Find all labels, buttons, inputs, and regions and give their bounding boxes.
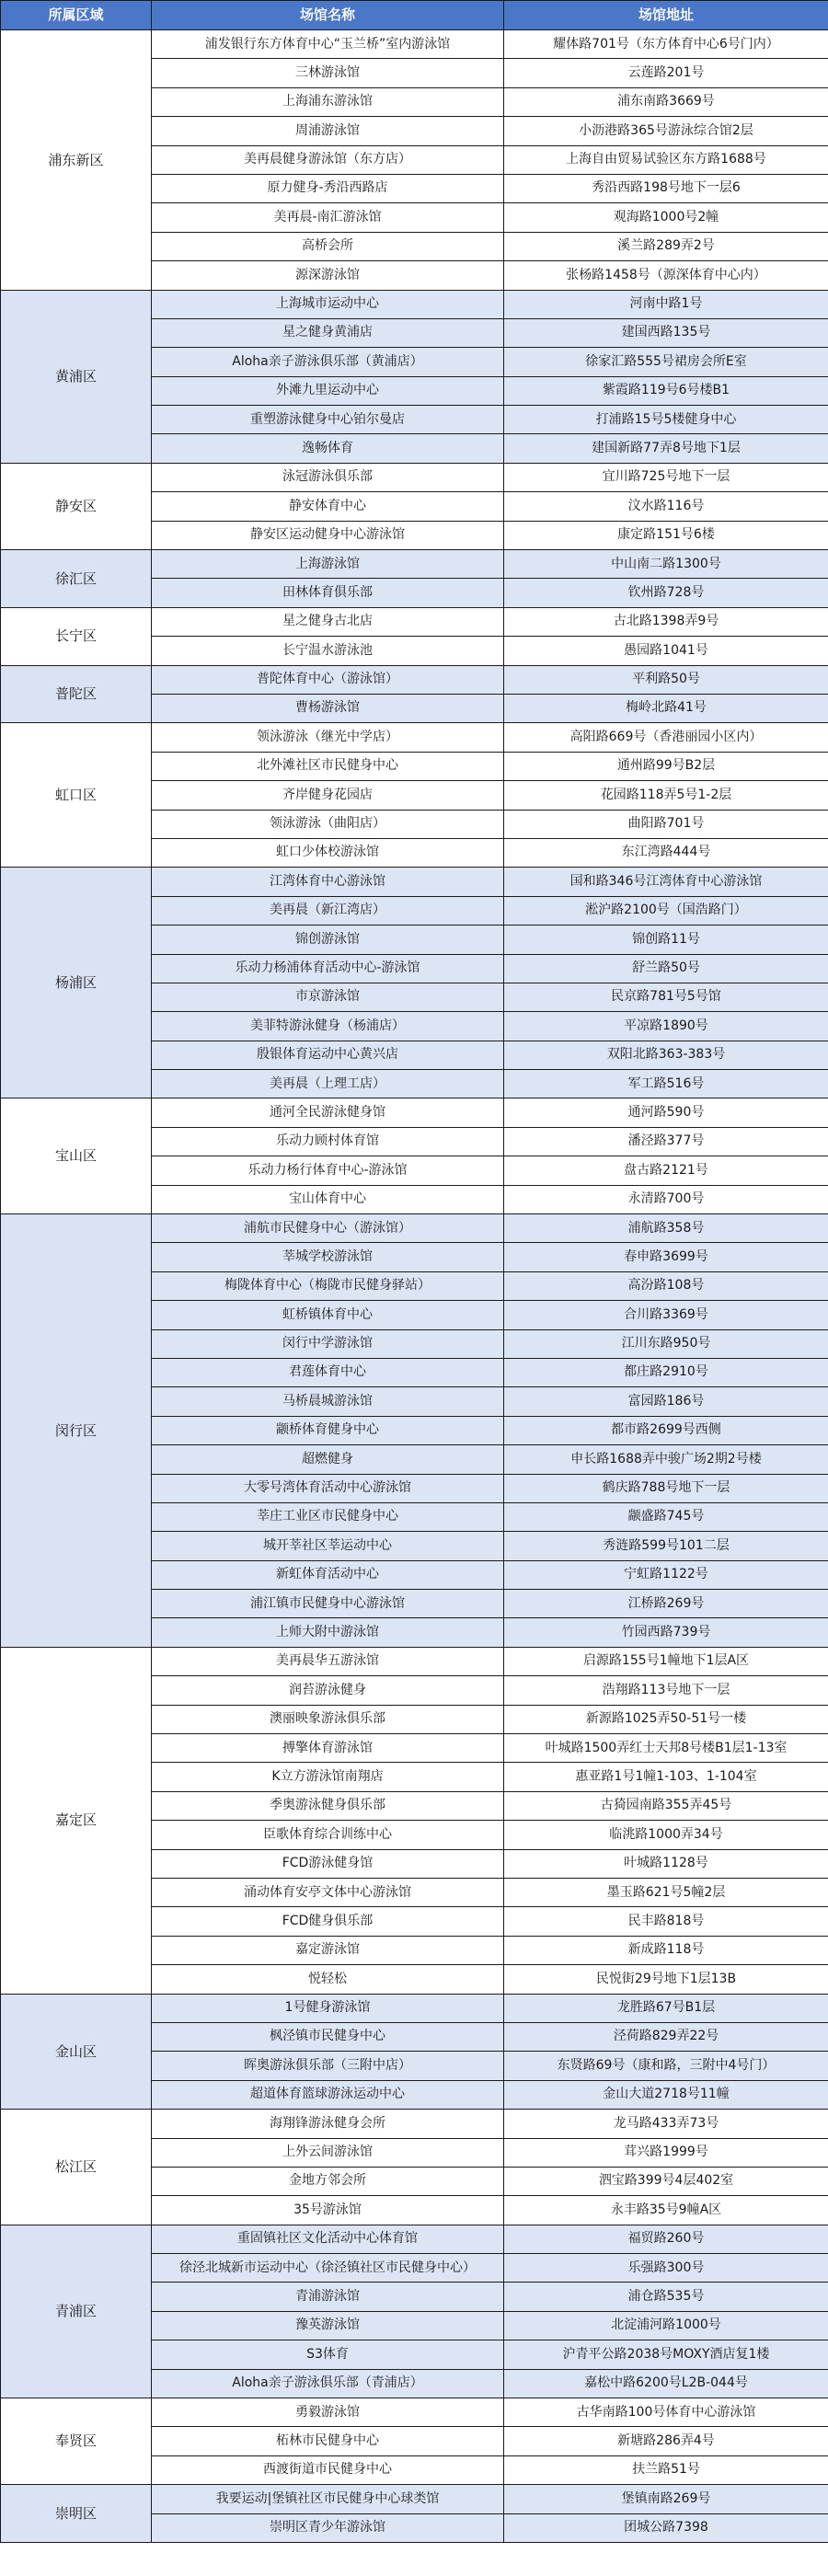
venue-name-cell: 江湾体育中心游泳馆: [152, 868, 504, 896]
venue-name-cell: 虹桥镇体育中心: [152, 1301, 504, 1329]
venue-address-cell: 泾荷路829弄22号: [504, 2022, 828, 2051]
venue-name-cell: 星之健身古北店: [152, 607, 504, 636]
venue-name-cell: 原力健身-秀沿西路店: [152, 174, 504, 202]
venue-address-cell: 耀体路701号（东方体育中心6号门内）: [504, 30, 828, 59]
venue-name-cell: 1号健身游泳馆: [152, 1994, 504, 2022]
table-row: [1, 290, 828, 318]
district-cell: 杨浦区: [1, 868, 152, 1098]
venue-address-cell: 打浦路15号5楼健身中心: [504, 406, 828, 434]
venue-address-cell: 紫霞路119号6号楼B1: [504, 376, 828, 405]
venue-name-cell: 长宁温水游泳池: [152, 637, 504, 665]
venue-name-cell: 超燃健身: [152, 1445, 504, 1474]
venue-name-cell: 源深游泳馆: [152, 261, 504, 290]
venue-name-cell: S3体育: [152, 2340, 504, 2369]
venue-address-cell: 合川路3369号: [504, 1301, 828, 1329]
venue-address-cell: 启源路155号1幢地下1层A区: [504, 1647, 828, 1675]
venue-name-cell: 逸畅体育: [152, 434, 504, 463]
venue-name-cell: 北外滩社区市民健身中心: [152, 752, 504, 780]
venue-address-cell: 中山南二路1300号: [504, 550, 828, 579]
header-row: [1, 1, 828, 30]
venue-name-cell: 大零号湾体育活动中心游泳馆: [152, 1474, 504, 1502]
venue-address-cell: 观海路1000号2幢: [504, 203, 828, 232]
table-row: [1, 607, 828, 636]
venue-address-cell: 国和路346号江湾体育中心游泳馆: [504, 868, 828, 896]
venue-name-cell: 马桥晨城游泳馆: [152, 1387, 504, 1416]
venue-name-cell: 青浦游泳馆: [152, 2283, 504, 2311]
venue-address-cell: 潘泾路377号: [504, 1127, 828, 1156]
venue-address-cell: 墨玉路621号5幢2层: [504, 1879, 828, 1907]
venue-name-cell: 美再晨华五游泳馆: [152, 1647, 504, 1675]
venue-name-cell: 我要运动|堡镇社区市民健身中心球类馆: [152, 2485, 504, 2513]
venue-address-cell: 茸兴路1999号: [504, 2138, 828, 2167]
venue-address-cell: 双阳北路363-383号: [504, 1041, 828, 1069]
venue-name-cell: FCD健身俱乐部: [152, 1907, 504, 1936]
venue-name-cell: 普陀体育中心（游泳馆）: [152, 665, 504, 694]
venue-address-cell: 永丰路35号9幢A区: [504, 2196, 828, 2225]
venue-address-cell: 江川东路950号: [504, 1329, 828, 1358]
venue-address-cell: 愚园路1041号: [504, 637, 828, 665]
venue-name-cell: 上海游泳馆: [152, 550, 504, 579]
venue-address-cell: 高阳路669号（香港丽园小区内）: [504, 723, 828, 752]
venue-name-cell: 泳冠游泳俱乐部: [152, 463, 504, 491]
venue-name-cell: 豫英游泳馆: [152, 2311, 504, 2340]
table-row: [1, 1994, 828, 2022]
venue-name-cell: FCD游泳健身馆: [152, 1849, 504, 1878]
venue-name-cell: 上外云间游泳馆: [152, 2138, 504, 2167]
venue-address-cell: 秀涟路599号101二层: [504, 1532, 828, 1560]
venue-address-cell: 东贤路69号（康和路，三附中4号门）: [504, 2052, 828, 2080]
district-cell: 静安区: [1, 463, 152, 549]
venue-name-cell: 悦轻松: [152, 1965, 504, 1994]
table-row: [1, 1098, 828, 1127]
venue-name-cell: 星之健身黄浦店: [152, 318, 504, 347]
district-cell: 松江区: [1, 2110, 152, 2225]
table-row: [1, 2398, 828, 2427]
venue-address-cell: 叶城路1128号: [504, 1849, 828, 1878]
venue-address-cell: 古华南路100号体育中心游泳馆: [504, 2398, 828, 2427]
venue-address-cell: 北淀浦河路1000号: [504, 2311, 828, 2340]
venue-name-cell: 搏擎体育游泳馆: [152, 1734, 504, 1763]
header-venue-address: 场馆地址: [504, 1, 828, 30]
district-cell: 宝山区: [1, 1098, 152, 1214]
venue-address-cell: 团城公路7398: [504, 2513, 828, 2542]
venue-name-cell: 梅陇体育中心（梅陇市民健身驿站）: [152, 1271, 504, 1300]
venue-name-cell: 枫泾镇市民健身中心: [152, 2022, 504, 2051]
venue-address-cell: 富园路186号: [504, 1387, 828, 1416]
venue-address-cell: 新源路1025弄50-51号一楼: [504, 1705, 828, 1733]
venue-address-cell: 河南中路1号: [504, 290, 828, 318]
venue-address-cell: 嘉松中路6200号L2B-044号: [504, 2369, 828, 2398]
venue-name-cell: 乐动力杨浦体育活动中心-游泳馆: [152, 954, 504, 983]
district-cell: 青浦区: [1, 2225, 152, 2398]
district-cell: 长宁区: [1, 607, 152, 665]
venue-name-cell: 外滩九里运动中心: [152, 376, 504, 405]
venue-address-cell: 汶水路116号: [504, 492, 828, 521]
header-venue-name: 场馆名称: [152, 1, 504, 30]
venue-name-cell: 嘉定游泳馆: [152, 1936, 504, 1964]
venue-name-cell: 领泳游泳（继光中学店）: [152, 723, 504, 752]
venue-address-cell: 东江湾路444号: [504, 838, 828, 867]
venue-address-cell: 盘古路2121号: [504, 1156, 828, 1185]
table-body: [1, 30, 828, 2543]
venue-address-cell: 颛盛路745号: [504, 1502, 828, 1531]
venue-address-cell: 康定路151号6楼: [504, 521, 828, 549]
venue-name-cell: 颛桥体育健身中心: [152, 1416, 504, 1444]
venue-name-cell: 君莲体育中心: [152, 1358, 504, 1386]
venue-name-cell: 田林体育俱乐部: [152, 579, 504, 607]
venue-name-cell: 周浦游泳馆: [152, 117, 504, 145]
venue-name-cell: 美再晨（上理工店）: [152, 1070, 504, 1098]
venue-name-cell: 虹口少体校游泳馆: [152, 838, 504, 867]
table-row: [1, 463, 828, 491]
venue-name-cell: 莘庄工业区市民健身中心: [152, 1502, 504, 1531]
venue-name-cell: 市京游泳馆: [152, 983, 504, 1011]
venue-address-cell: 沪青平公路2038号MOXY酒店复1楼: [504, 2340, 828, 2369]
venue-name-cell: 城开莘社区莘运动中心: [152, 1532, 504, 1560]
venue-name-cell: Aloha亲子游泳俱乐部（青浦店）: [152, 2369, 504, 2398]
venue-name-cell: 涌动体育安亭文体中心游泳馆: [152, 1879, 504, 1907]
venue-name-cell: 美菲特游泳健身（杨浦店）: [152, 1012, 504, 1041]
venue-address-cell: 都庄路2910号: [504, 1358, 828, 1386]
venue-address-cell: 堡镇南路269号: [504, 2485, 828, 2513]
venue-name-cell: 美再晨健身游泳馆（东方店）: [152, 145, 504, 174]
venue-name-cell: 曹杨游泳馆: [152, 694, 504, 722]
venue-name-cell: K立方游泳馆南翔店: [152, 1763, 504, 1791]
venue-name-cell: 莘城学校游泳馆: [152, 1243, 504, 1271]
venue-name-cell: 高桥会所: [152, 232, 504, 260]
venue-address-cell: 新塘路286弄4号: [504, 2427, 828, 2455]
venue-address-cell: 江桥路269号: [504, 1590, 828, 1618]
venue-address-cell: 徐家汇路555号裙房会所E室: [504, 348, 828, 376]
venue-address-cell: 龙马路433弄73号: [504, 2110, 828, 2138]
venue-address-cell: 民丰路818号: [504, 1907, 828, 1936]
table-row: [1, 1214, 828, 1243]
table-row: [1, 723, 828, 752]
venue-address-cell: 民悦街29号地下1层13B: [504, 1965, 828, 1994]
district-cell: 黄浦区: [1, 290, 152, 463]
venue-name-cell: 晖奥游泳俱乐部（三附中店）: [152, 2052, 504, 2080]
venue-name-cell: 上海浦东游泳馆: [152, 87, 504, 116]
venue-name-cell: 宝山体育中心: [152, 1185, 504, 1213]
venue-address-cell: 建国新路77弄8号地下1层: [504, 434, 828, 463]
venue-address-cell: 浦仓路535号: [504, 2283, 828, 2311]
venue-address-cell: 古北路1398弄9号: [504, 607, 828, 636]
table-row: [1, 2485, 828, 2513]
venue-address-cell: 浩翔路113号地下一层: [504, 1676, 828, 1705]
venue-name-cell: 海翔锋游泳健身会所: [152, 2110, 504, 2138]
district-cell: 奉贤区: [1, 2398, 152, 2485]
venue-name-cell: 乐动力顾村体育馆: [152, 1127, 504, 1156]
venue-address-cell: 叶城路1500弄红士天邦8号楼B1层1-13室: [504, 1734, 828, 1763]
venue-name-cell: 闵行中学游泳馆: [152, 1329, 504, 1358]
district-cell: 金山区: [1, 1994, 152, 2110]
venue-address-cell: 军工路516号: [504, 1070, 828, 1098]
venue-address-cell: 上海自由贸易试验区东方路1688号: [504, 145, 828, 174]
table-row: [1, 30, 828, 59]
venue-address-cell: 钦州路728号: [504, 579, 828, 607]
venue-address-cell: 平利路50号: [504, 665, 828, 694]
venue-name-cell: 美再晨（新江湾店）: [152, 896, 504, 925]
table-row: [1, 1647, 828, 1675]
venue-name-cell: 浦发银行东方体育中心“玉兰桥”室内游泳馆: [152, 30, 504, 59]
venue-address-cell: 春申路3699号: [504, 1243, 828, 1271]
district-cell: 虹口区: [1, 723, 152, 868]
venue-name-cell: 新虹体育活动中心: [152, 1560, 504, 1589]
venue-address-cell: 淞沪路2100号（国浩路门）: [504, 896, 828, 925]
venue-name-cell: 西渡街道市民健身中心: [152, 2455, 504, 2484]
venue-name-cell: 乐动力杨行体育中心-游泳馆: [152, 1156, 504, 1185]
venue-address-cell: 通河路590号: [504, 1098, 828, 1127]
venue-name-cell: 崇明区青少年游泳馆: [152, 2513, 504, 2542]
venue-name-cell: 勇毅游泳馆: [152, 2398, 504, 2427]
venue-address-cell: 秀沿西路198号地下一层6: [504, 174, 828, 202]
venue-name-cell: 臣歌体育综合训练中心: [152, 1821, 504, 1849]
venue-address-cell: 泗宝路399号4层402室: [504, 2167, 828, 2195]
district-cell: 闵行区: [1, 1214, 152, 1648]
venue-name-cell: 超道体育篮球游泳运动中心: [152, 2080, 504, 2109]
district-cell: 嘉定区: [1, 1647, 152, 1994]
venue-name-cell: 浦航市民健身中心（游泳馆）: [152, 1214, 504, 1243]
venue-name-cell: 浦江镇市民健身中心游泳馆: [152, 1590, 504, 1618]
venue-name-cell: 35号游泳馆: [152, 2196, 504, 2225]
venue-address-cell: 建国西路135号: [504, 318, 828, 347]
venue-address-cell: 临洮路1000弄34号: [504, 1821, 828, 1849]
venue-address-cell: 云莲路201号: [504, 59, 828, 87]
venue-address-cell: 都市路2699号西侧: [504, 1416, 828, 1444]
venue-address-cell: 平凉路1890号: [504, 1012, 828, 1041]
table-row: [1, 868, 828, 896]
venue-address-cell: 福贸路260号: [504, 2225, 828, 2253]
table-row: [1, 2225, 828, 2253]
venue-address-cell: 竹园西路739号: [504, 1618, 828, 1647]
venue-name-cell: 徐泾北城新市运动中心（徐泾镇社区市民健身中心）: [152, 2254, 504, 2283]
venue-name-cell: 三林游泳馆: [152, 59, 504, 87]
venue-address-cell: 申长路1688弄中骏广场2期2号楼: [504, 1445, 828, 1474]
venue-name-cell: 重塑游泳健身中心铂尔曼店: [152, 406, 504, 434]
table-row: [1, 550, 828, 579]
venue-address-cell: 古猗园南路355弄45号: [504, 1791, 828, 1820]
venue-address-cell: 梅岭北路41号: [504, 694, 828, 722]
venue-address-cell: 张杨路1458号（源深体育中心内）: [504, 261, 828, 290]
district-cell: 浦东新区: [1, 30, 152, 291]
venue-address-cell: 花园路118弄5号1-2层: [504, 781, 828, 810]
venue-name-cell: 上海城市运动中心: [152, 290, 504, 318]
venue-name-cell: 季奥游泳健身俱乐部: [152, 1791, 504, 1820]
venue-address-cell: 舒兰路50号: [504, 954, 828, 983]
venue-name-cell: 柘林市民健身中心: [152, 2427, 504, 2455]
venue-address-cell: 宁虹路1122号: [504, 1560, 828, 1589]
district-cell: 徐汇区: [1, 550, 152, 608]
venue-name-cell: 澳丽映象游泳俱乐部: [152, 1705, 504, 1733]
venue-address-cell: 扶兰路51号: [504, 2455, 828, 2484]
district-cell: 普陀区: [1, 665, 152, 723]
venue-name-cell: 重固镇社区文化活动中心体育馆: [152, 2225, 504, 2253]
venue-name-cell: 通河全民游泳健身馆: [152, 1098, 504, 1127]
table-row: [1, 665, 828, 694]
venue-address-cell: 民京路781号5号馆: [504, 983, 828, 1011]
venue-address-cell: 溪兰路289弄2号: [504, 232, 828, 260]
venue-address-cell: 乐强路300号: [504, 2254, 828, 2283]
venue-address-cell: 金山大道2718号11幢: [504, 2080, 828, 2109]
district-cell: 崇明区: [1, 2485, 152, 2543]
venue-name-cell: 锦创游泳馆: [152, 926, 504, 954]
venue-address-cell: 永清路700号: [504, 1185, 828, 1213]
venue-address-cell: 宜川路725号地下一层: [504, 463, 828, 491]
venue-address-cell: 浦航路358号: [504, 1214, 828, 1243]
venue-name-cell: 金地方邻会所: [152, 2167, 504, 2195]
venue-address-cell: 通州路99号B2层: [504, 752, 828, 780]
venue-name-cell: 殷银体育运动中心黄兴店: [152, 1041, 504, 1069]
table-row: [1, 2110, 828, 2138]
venue-name-cell: 领泳游泳（曲阳店）: [152, 810, 504, 838]
venue-address-cell: 浦东南路3669号: [504, 87, 828, 116]
header-district: 所属区域: [1, 1, 152, 30]
venue-name-cell: 润苔游泳健身: [152, 1676, 504, 1705]
venue-address-cell: 小沥港路365号游泳综合馆2层: [504, 117, 828, 145]
venue-name-cell: 上师大附中游泳馆: [152, 1618, 504, 1647]
venue-name-cell: Aloha亲子游泳俱乐部（黄浦店）: [152, 348, 504, 376]
venue-name-cell: 静安体育中心: [152, 492, 504, 521]
venue-address-cell: 高汾路108号: [504, 1271, 828, 1300]
venue-address-cell: 鹤庆路788号地下一层: [504, 1474, 828, 1502]
venue-address-cell: 惠亚路1号1幢1-103、1-104室: [504, 1763, 828, 1791]
venue-address-cell: 新成路118号: [504, 1936, 828, 1964]
venue-name-cell: 美再晨-南汇游泳馆: [152, 203, 504, 232]
venue-address-cell: 龙胜路67号B1层: [504, 1994, 828, 2022]
venue-address-cell: 曲阳路701号: [504, 810, 828, 838]
venue-name-cell: 静安区运动健身中心游泳馆: [152, 521, 504, 549]
venue-name-cell: 齐岸健身花园店: [152, 781, 504, 810]
venue-address-cell: 锦创路11号: [504, 926, 828, 954]
